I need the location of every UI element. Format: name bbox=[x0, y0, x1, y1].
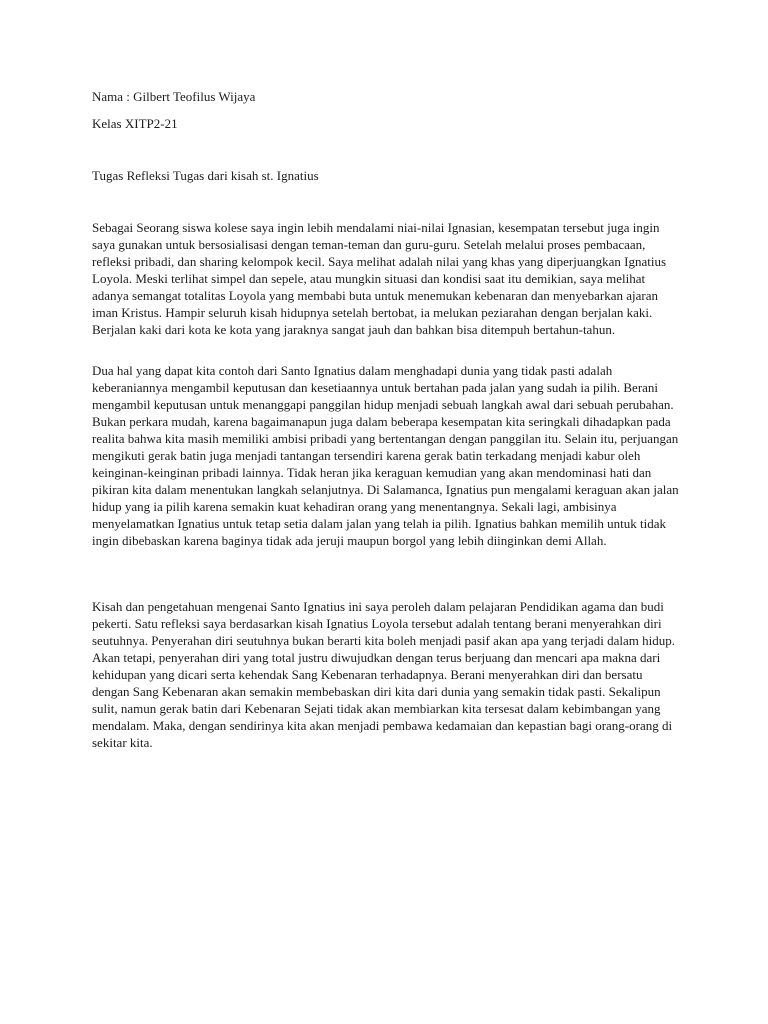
paragraph-reflection: Kisah dan pengetahuan mengenai Santo Ignatius ini saya peroleh dalam pelajaran Pendidikan agama dan budi pekerti. Satu refleksi saya berdasarkan kisah Ignatius Loyola tersebut adalah tentang berani menyerahkan diri seutuhnya. Penyerahan diri seutuhnya bukan berarti kita boleh menjadi pasif akan apa yang terjadi dalam hidup. Akan tetapi, penyerahan diri yang total justru diwujudkan dengan terus berjuang dan mencari apa makna dari kehidupan yang dicari serta kehendak Sang Kebenaran terhadapnya. Berani menyerahkan diri dan bersatu dengan Sang Kebenaran akan semakin membebaskan diri kita dari dunia yang semakin tidak pasti. Sekalipun sulit, namun gerak batin dari Kebenaran Sejati tidak akan membiarkan kita tersesat dalam kebimbangan yang mendalam. Maka, dengan sendirinya kita akan menjadi pembawa kedamaian dan kepastian bagi orang-orang di sekitar kita. bbox=[92, 599, 676, 750]
assignment-title: Tugas Refleksi Tugas dari kisah st. Ignatius bbox=[92, 168, 319, 183]
paragraph-intro: Sebagai Seorang siswa kolese saya ingin lebih mendalami niai-nilai Ignasian, kesempatan tersebut juga ingin saya gunakan untuk bersosialisasi dengan teman-teman dan guru-guru. Setelah melalui proses pembacaan, refleksi pribadi, dan sharing kelompok kecil. Saya melihat adalah nilai yang khas yang diperjuangkan Ignatius Loyola. Meski terlihat simpel dan sepele, atau mungkin situasi dan kondisi saat itu demikian, saya melihat adanya semangat totalitas Loyola yang membabi buta untuk menemukan kebenaran dan menyebarkan ajaran iman Kristus. Hampir seluruh kisah hidupnya setelah bertobat, ia melukan peziarahan dengan berjalan kaki. Berjalan kaki dari kota ke kota yang jaraknya sangat jauh dan bahkan bisa ditempuh bertahun-tahun. bbox=[92, 220, 666, 337]
student-class: Kelas XITP2-21 bbox=[92, 116, 178, 131]
paragraph-examples: Dua hal yang dapat kita contoh dari Santo Ignatius dalam menghadapi dunia yang tidak pasti adalah keberaniannya mengambil keputusan dan kesetiaannya untuk bertahan pada jalan yang sudah ia pilih. Berani mengambil keputusan untuk menanggapi panggilan hidup menjadi sebuah langkah awal dari sebuah perubahan. Bukan perkara mudah, karena bagaimanapun juga dalam beberapa kesempatan kita seringkali dihadapkan pada realita bahwa kita masih memiliki ambisi pribadi yang bertentangan dengan panggilan itu. Selain itu, perjuangan mengikuti gerak batin juga menjadi tantangan tersendiri karena gerak batin terkadang menjadi kabur oleh keinginan-keinginan pribadi lainnya. Tidak heran jika keraguan kemudian yang akan mendominasi hati dan pikiran kita dalam menentukan langkah selanjutnya. Di Salamanca, Ignatius pun mengalami keraguan akan jalan hidup yang ia pilih karena semakin kuat kehadiran orang yang menentangnya. Sekali lagi, ambisinya menyelamatkan Ignatius untuk tetap setia dalam jalan yang telah ia pilih. Ignatius bahkan memilih untuk tidak ingin dibebaskan karena baginya tidak ada jeruji maupun borgol yang lebih diinginkan demi Allah. bbox=[92, 363, 679, 548]
student-name: Nama : Gilbert Teofilus Wijaya bbox=[92, 89, 256, 104]
